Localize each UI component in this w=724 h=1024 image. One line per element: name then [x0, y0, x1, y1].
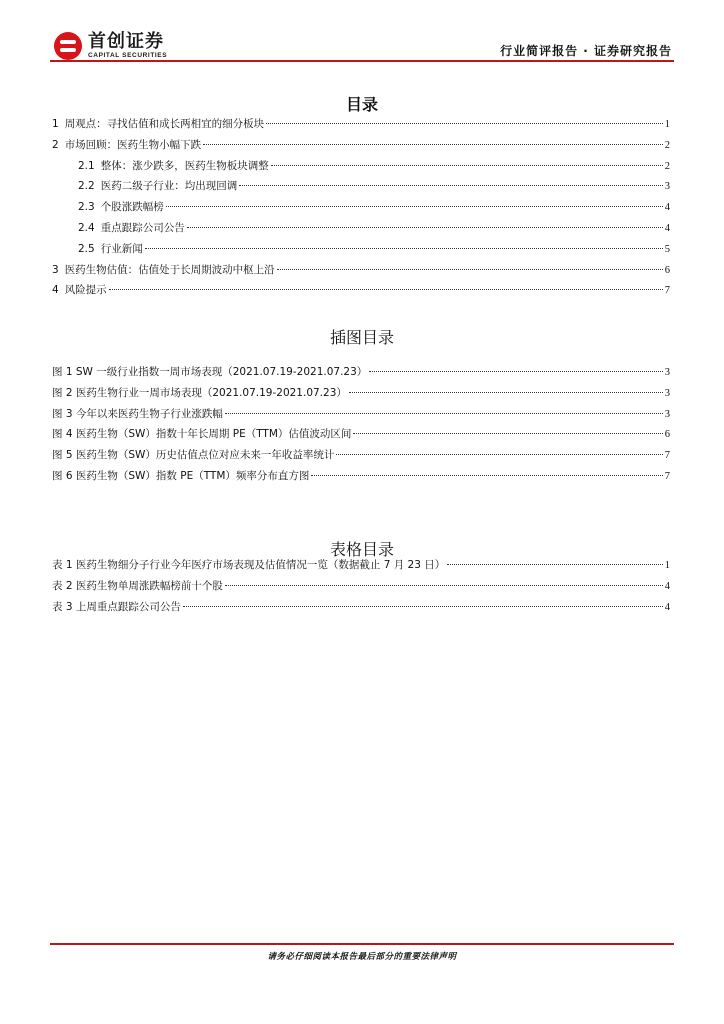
table-entry[interactable]: 表 1 医药生物细分子行业今年医疗市场表现及估值情况一览（数据截止 7 月 23 日） 1: [52, 559, 670, 571]
toc-entry[interactable]: 3 医药生物估值：估值处于长周期波动中枢上沿 6: [52, 263, 670, 276]
brand-name-cn: 首创证券: [88, 31, 164, 52]
toc-entry[interactable]: 4 风险提示 7: [52, 284, 670, 297]
figure-entry[interactable]: 图 4 医药生物（SW）指数十年长周期 PE（TTM）估值波动区间 6: [52, 428, 670, 441]
toc-entry[interactable]: 2 市场回顾：医药生物小幅下跌 2: [52, 138, 670, 151]
figure-entry[interactable]: 图 2 医药生物行业一周市场表现（2021.07.19-2021.07.23） 3: [52, 386, 670, 399]
footer-divider: [50, 943, 674, 945]
toc-entry[interactable]: 2.1 整体：涨少跌多，医药生物板块调整 2: [78, 159, 670, 172]
logo-icon: [54, 32, 82, 60]
figures-toc-list: [52, 364, 670, 489]
tables-toc-list: [52, 557, 670, 619]
toc-entry[interactable]: 2.2 医药二级子行业：均出现回调 3: [78, 180, 670, 193]
toc-entry[interactable]: 2.5 行业新闻 5: [78, 242, 670, 255]
figure-entry[interactable]: 图 6 医药生物（SW）指数 PE（TTM）频率分布直方图 7: [52, 469, 670, 482]
company-logo: [54, 32, 167, 60]
figure-entry[interactable]: 图 1 SW 一级行业指数一周市场表现（2021.07.19-2021.07.23） 3: [52, 366, 670, 378]
report-type: 行业简评报告 · 证券研究报告: [500, 44, 672, 58]
toc-title: 目录: [345, 95, 378, 114]
header-divider: [50, 60, 674, 62]
toc-entry[interactable]: 2.3 个股涨跌幅榜 4: [78, 201, 670, 214]
page-header: [50, 28, 674, 62]
tables-toc-title: 表格目录: [329, 540, 394, 559]
table-entry[interactable]: 表 2 医药生物单周涨跌幅榜前十个股 4: [52, 579, 670, 592]
table-entry[interactable]: 表 3 上周重点跟踪公司公告 4: [52, 600, 670, 613]
figures-toc-title: 插图目录: [329, 328, 394, 347]
figure-entry[interactable]: 图 3 今年以来医药生物子行业涨跌幅 3: [52, 407, 670, 420]
legal-disclaimer: 请务必仔细阅读本报告最后部分的重要法律声明: [267, 952, 457, 962]
toc-list: [52, 116, 670, 303]
brand-name-en: CAPITAL SECURITIES: [88, 52, 168, 59]
toc-entry[interactable]: 1 周观点：寻找估值和成长两相宜的细分板块 1: [52, 118, 670, 130]
toc-entry[interactable]: 2.4 重点跟踪公司公告 4: [78, 221, 670, 234]
figure-entry[interactable]: 图 5 医药生物（SW）历史估值点位对应未来一年收益率统计 7: [52, 449, 670, 462]
